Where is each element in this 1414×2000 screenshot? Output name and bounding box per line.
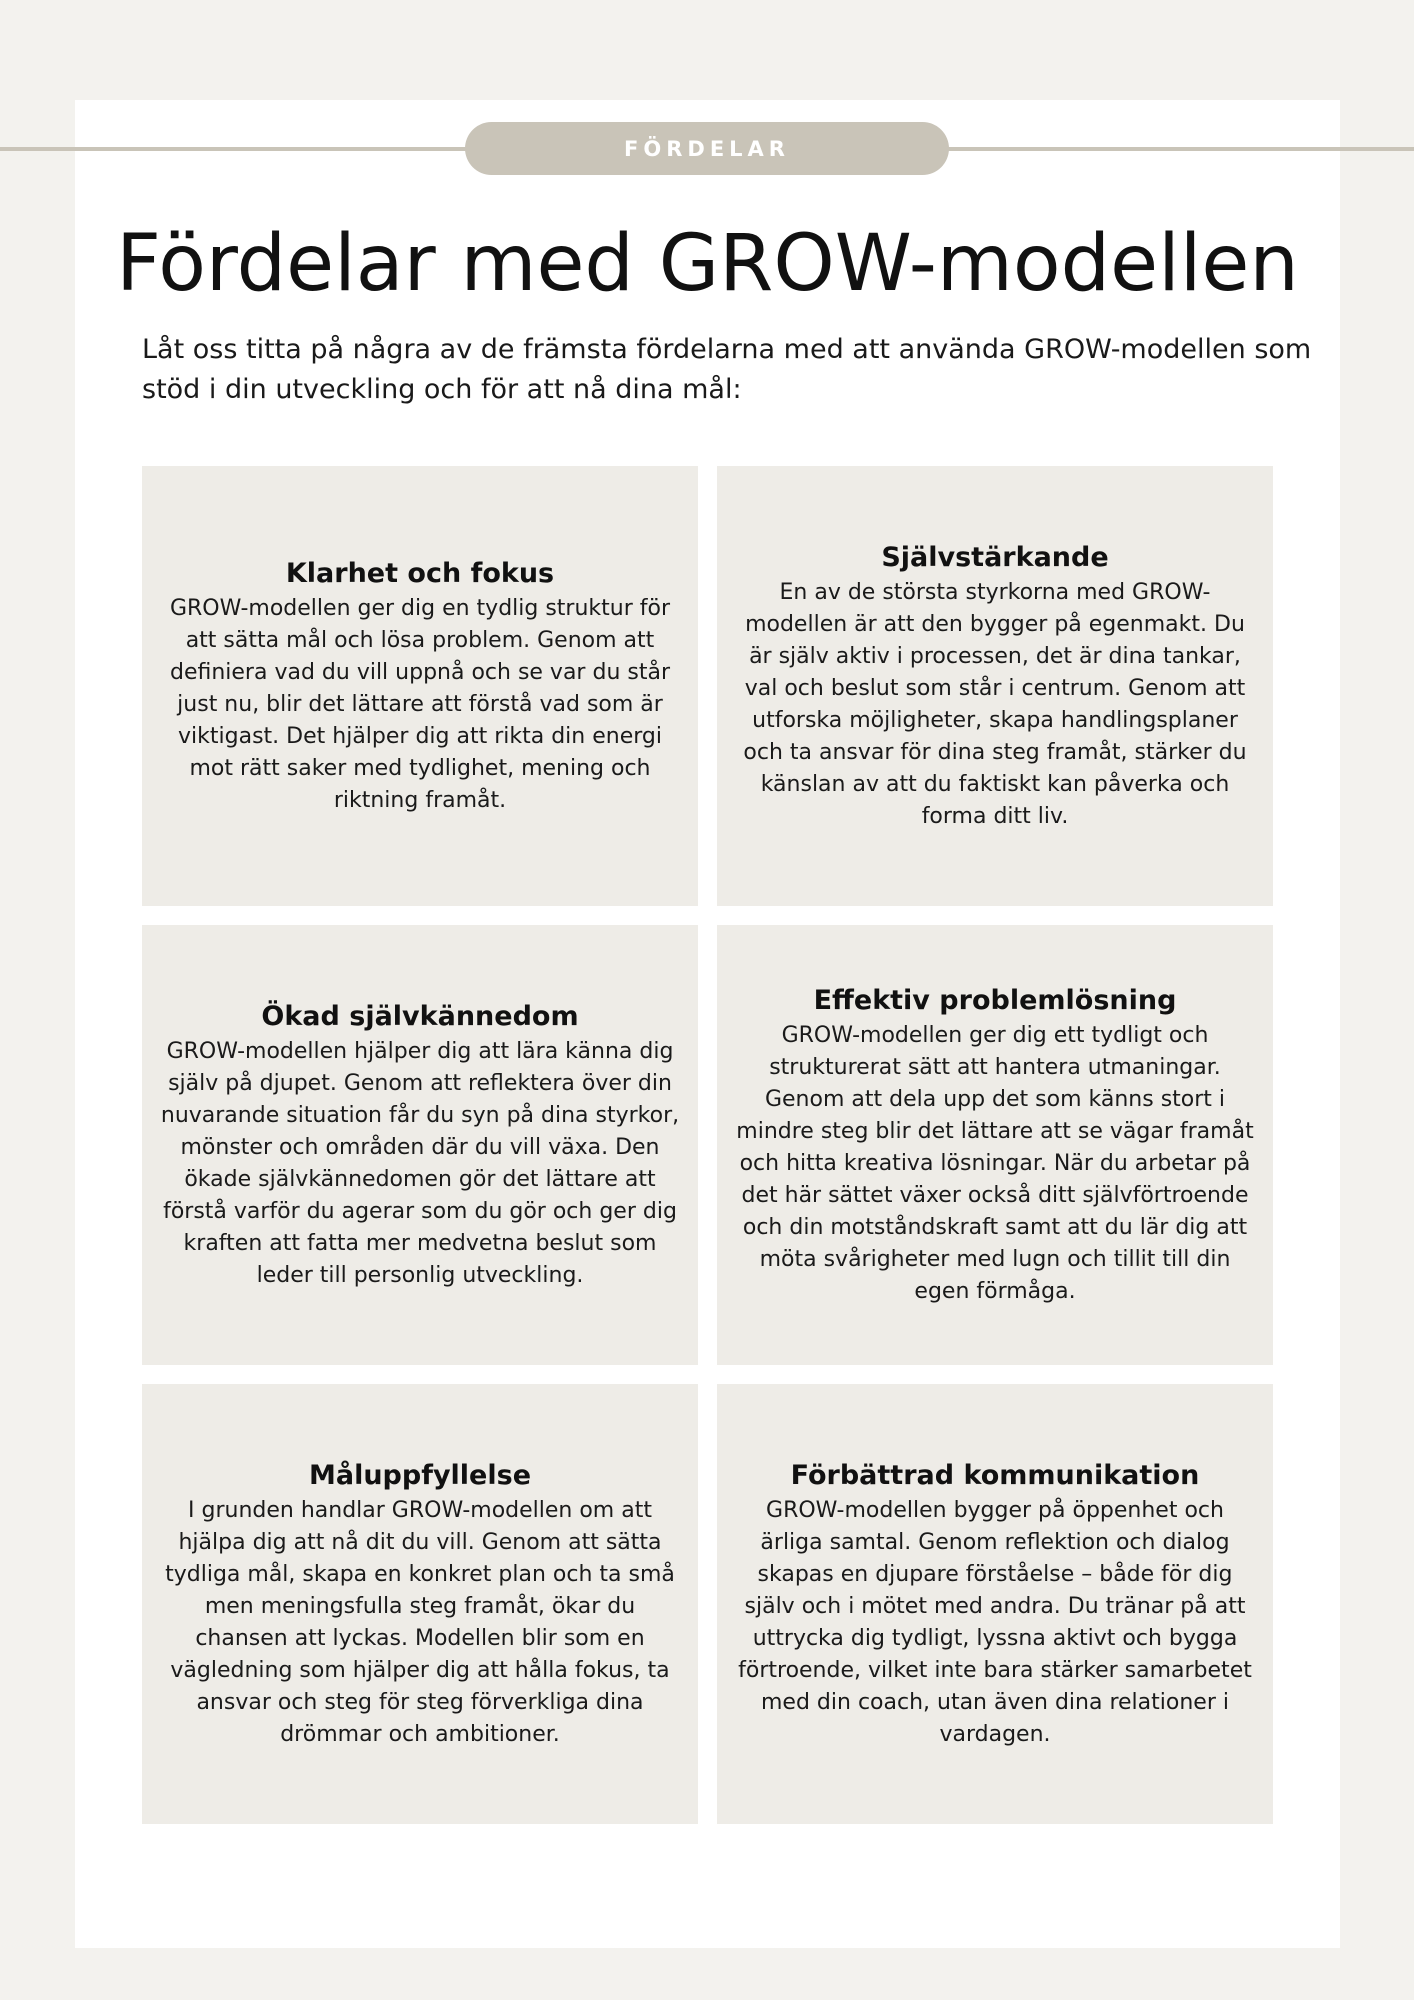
card-body: En av de största styrkorna med GROW-modellen är att den bygger på egenmakt. Du är själv aktiv i processen, det är dina tankar, val och beslut som står i centrum. Genom att utforska möjligheter, skapa handlingsplaner och ta ansvar för dina steg framåt, stärker du känslan av att du faktiskt kan påverka och forma ditt liv.: [743, 580, 1247, 829]
card-body: GROW-modellen hjälper dig att lära känna dig själv på djupet. Genom att reflektera över din nuvarande situation får du syn på dina styrkor, mönster och områden där du vill växa. Den ökade självkännedomen gör det lättare att förstå varför du agerar som du gör och ger dig kraften att fatta mer medvetna beslut som leder till personlig utveckling.: [160, 1039, 680, 1288]
benefit-card-communication: [717, 1384, 1273, 1824]
benefit-card-self-awareness: [142, 925, 698, 1365]
card-body: GROW-modellen ger dig ett tydligt och strukturerat sätt att hantera utmaningar. Genom att dela upp det som känns stort i mindre steg blir det lättare att se vägar framåt och hitta kreativa lösningar. När du arbetar på det här sättet växer också ditt självförtroende och din motståndskraft samt att du lär dig att möta svårigheter med lugn och tillit till din egen förmåga.: [736, 1023, 1254, 1304]
benefit-card-clarity: [142, 466, 698, 906]
card-title: Klarhet och fokus: [285, 558, 555, 589]
card-body: GROW-modellen bygger på öppenhet och ärliga samtal. Genom reflektion och dialog skapas en djupare förståelse – både för dig själv och i mötet med andra. Du tränar på att uttrycka dig tydligt, lyssna aktivt och bygga förtroende, vilket inte bara stärker samarbetet med din coach, utan även dina relationer i vardagen.: [738, 1498, 1252, 1747]
benefit-card-problem-solving: [717, 925, 1273, 1365]
card-body: GROW-modellen ger dig en tydlig struktur för att sätta mål och lösa problem. Genom att definiera vad du vill uppnå och se var du står just nu, blir det lättare att förstå vad som är viktigast. Det hjälper dig att rikta din energi mot rätt saker med tydlighet, mening och riktning framåt.: [169, 596, 671, 813]
header-rule-left: [0, 147, 470, 151]
section-pill: FÖRDELAR: [465, 122, 949, 175]
header-rule-right: [945, 147, 1414, 151]
card-title: Effektiv problemlösning: [813, 985, 1177, 1016]
benefit-card-goal-achievement: [142, 1384, 698, 1824]
card-title: Förbättrad kommunikation: [790, 1460, 1200, 1491]
card-title: Självstärkande: [881, 542, 1109, 573]
intro-text: Låt oss titta på några av de främsta fördelarna med att använda GROW-modellen som stöd i din utveckling och för att nå dina mål:: [142, 334, 1312, 405]
card-title: Ökad självkännedom: [261, 1001, 579, 1032]
page-title: Fördelar med GROW-modellen: [116, 219, 1299, 309]
benefit-card-empowerment: [717, 466, 1273, 906]
card-title: Måluppfyllelse: [308, 1460, 532, 1491]
card-body: I grunden handlar GROW-modellen om att hjälpa dig att nå dit du vill. Genom att sätta tydliga mål, skapa en konkret plan och ta små men meningsfulla steg framåt, ökar du chansen att lyckas. Modellen blir som en vägledning som hjälper dig att hålla fokus, ta ansvar och steg för steg förverkliga dina drömmar och ambitioner.: [165, 1498, 675, 1747]
